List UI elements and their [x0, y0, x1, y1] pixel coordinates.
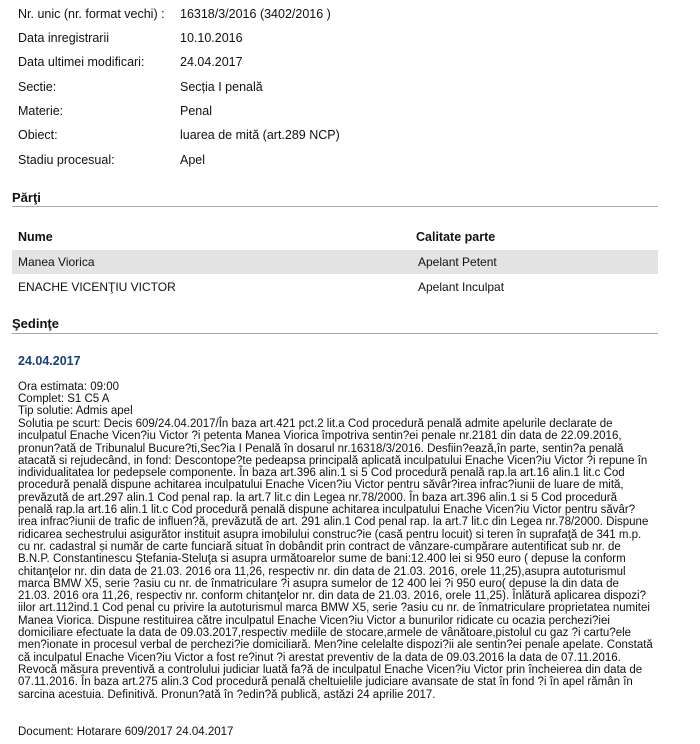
- info-label: Materie:: [18, 104, 64, 118]
- complet: Complet: S1 C5 A: [18, 393, 110, 405]
- sedinte-divider: [12, 333, 658, 334]
- parti-title: Părţi: [12, 190, 41, 205]
- info-row-sectie: [18, 77, 678, 97]
- info-row-materie: [18, 101, 678, 121]
- parti-row: [12, 250, 658, 274]
- info-label: Data inregistrarii: [18, 31, 110, 45]
- parte-nume: Manea Viorica: [18, 255, 95, 269]
- info-value: 24.04.2017: [180, 55, 243, 69]
- ora-estimata: Ora estimata: 09:00: [18, 381, 119, 393]
- info-label: Data ultimei modificari:: [18, 55, 145, 69]
- parti-table-header: [12, 227, 658, 249]
- info-value: Penal: [180, 104, 212, 118]
- info-value: Apel: [180, 153, 206, 167]
- sedinta-date: 24.04.2017: [18, 354, 81, 368]
- parte-calitate: Apelant Petent: [418, 255, 497, 269]
- parti-row: [12, 275, 658, 299]
- col-calitate-header: Calitate parte: [416, 230, 496, 244]
- info-row-data-inregistrarii: [18, 28, 678, 48]
- info-value: Secția I penală: [180, 80, 263, 94]
- info-value: luarea de mită (art.289 NCP): [180, 128, 340, 142]
- info-label: Obiect:: [18, 128, 58, 142]
- sedinte-title: Şedinţe: [12, 316, 59, 331]
- parte-calitate: Apelant Inculpat: [418, 280, 505, 294]
- col-nume-header: Nume: [18, 230, 53, 244]
- solutie-text: Solutia pe scurt: Decis 609/24.04.2017/În baza art.421 pct.2 lit.a Cod procedură penală admite apelurile declarate de inculpatul Enache Vicen?iu Victor ?i petenta Manea Viorica împotriva sentin?ei penale nr.2181 din data de 22.09.2016, pronun?ată de Tribunalul Bucure?ti,Sec?ia I Penală în dosarul nr.16318/3/2016. Desfiin?ează,în parte, sentin?a penală atacată si rejudecând, in fond: Descontope?te pedeapsa principală aplicată inculpatului Enache Vicen?iu Victor ?i repune în individualitatea lor pedepsele componente. În baza art.396 alin.1 si 5 Cod procedură penală rap.la art.16 alin.1 lit.c Cod procedură penală dispune achitarea inculpatului Enache Vicen?iu Victor pentru săvâr?irea infrac?iunii de luare de mită, prevăzută de art.297 alin.1 Cod penal rap. la art.7 lit.c din Legea nr.78/2000. În baza art.396 alin.1 si 5 Cod procedură penală rap.la art.16 alin.1 lit.c Cod procedură penală dispune achitarea inculpatului Enache Vicen?iu Victor pentru săvâr?irea infrac?iunii de trafic de influen?ă, prevăzută de art. 291 alin.1 Cod penal rap. la art.7 lit.c din Legea nr.78/2000. Dispune ridicarea sechestrului asigurător instituit asupra imobilului construc?ie (casă pentru locuit) si teren în suprafaţă de 341 m.p. cu nr. cadastral și număr de carte funciară situat în dobândit prin contract de vânzare-cumpărare autentificat sub nr. de B.N.P. Constantinescu Ştefania-Steluţa si asupra următoarelor sume de bani:12.400 lei si 950 euro ( depuse la conform chitanţelor nr. din data de 21.03. 2016 ora 11,26, respectiv nr. din data de 21.03. 2016, orele 11,25),asupra autoturismul marca BMW X5, serie ?asiu cu nr. de înmatriculare ?i asupra sumelor de 12 400 lei ?i 950 euro( depuse la din data de 21.03. 2016 ora 11,26, respectiv nr. conform chitanţelor nr. din data de 21.03. 2016, orele 11,25). Înlătură aplicarea dispozi?iilor art.112ind.1 Cod penal cu privire la autoturismul marca BMW X5, serie ?asiu cu nr. de înmatriculare proprietatea numitei Manea Viorica. Dispune restituirea către inculpatul Enache Vicen?iu Victor a bunurilor ridicate cu ocazia perchezi?iei domiciliare efectuate la data de 09.03.2017,respectiv mediile de stocare,armele de vânătoare,pistolul cu gaz ?i cartu?ele men?ionate in procesul verbal de perchezi?ie domiciliară. Men?ine celelalte dispozi?ii ale sentin?ei penale apelate. Constată că inculpatul Enache Vicen?iu Victor a fost re?inut ?i arestat preventiv de la data de 09.03.2016 la data de 07.11.2016. Revocă măsura preventivă a controlului judiciar luată fa?ă de inculpatul Enache Vicen?iu Victor prin încheierea din data de 07.11.2016. În baza art.275 alin.3 Cod procedură penală cheltuielile judiciare avansate de stat în fond ?i în apel rămân în sarcina acestuia. Definitivă. Pronun?ată în ?edin?ă publică, astăzi 24 aprilie 2017.: [18, 418, 653, 701]
- document-ref: Document: Hotarare 609/2017 24.04.2017: [18, 726, 234, 738]
- tip-solutie: Tip solutie: Admis apel: [18, 405, 133, 417]
- info-row-nr-unic: [18, 4, 678, 24]
- info-label: Stadiu procesual:: [18, 153, 115, 167]
- info-value: 10.10.2016: [180, 31, 243, 45]
- parti-divider: [12, 206, 658, 207]
- info-value: 16318/3/2016 (3402/2016 ): [180, 7, 331, 21]
- parte-nume: ENACHE VICENŢIU VICTOR: [18, 280, 176, 294]
- info-label: Sectie:: [18, 80, 57, 94]
- info-label: Nr. unic (nr. format vechi) :: [18, 7, 165, 21]
- info-row-stadiu: [18, 150, 678, 170]
- info-row-data-modificari: [18, 52, 678, 72]
- info-row-obiect: [18, 125, 678, 145]
